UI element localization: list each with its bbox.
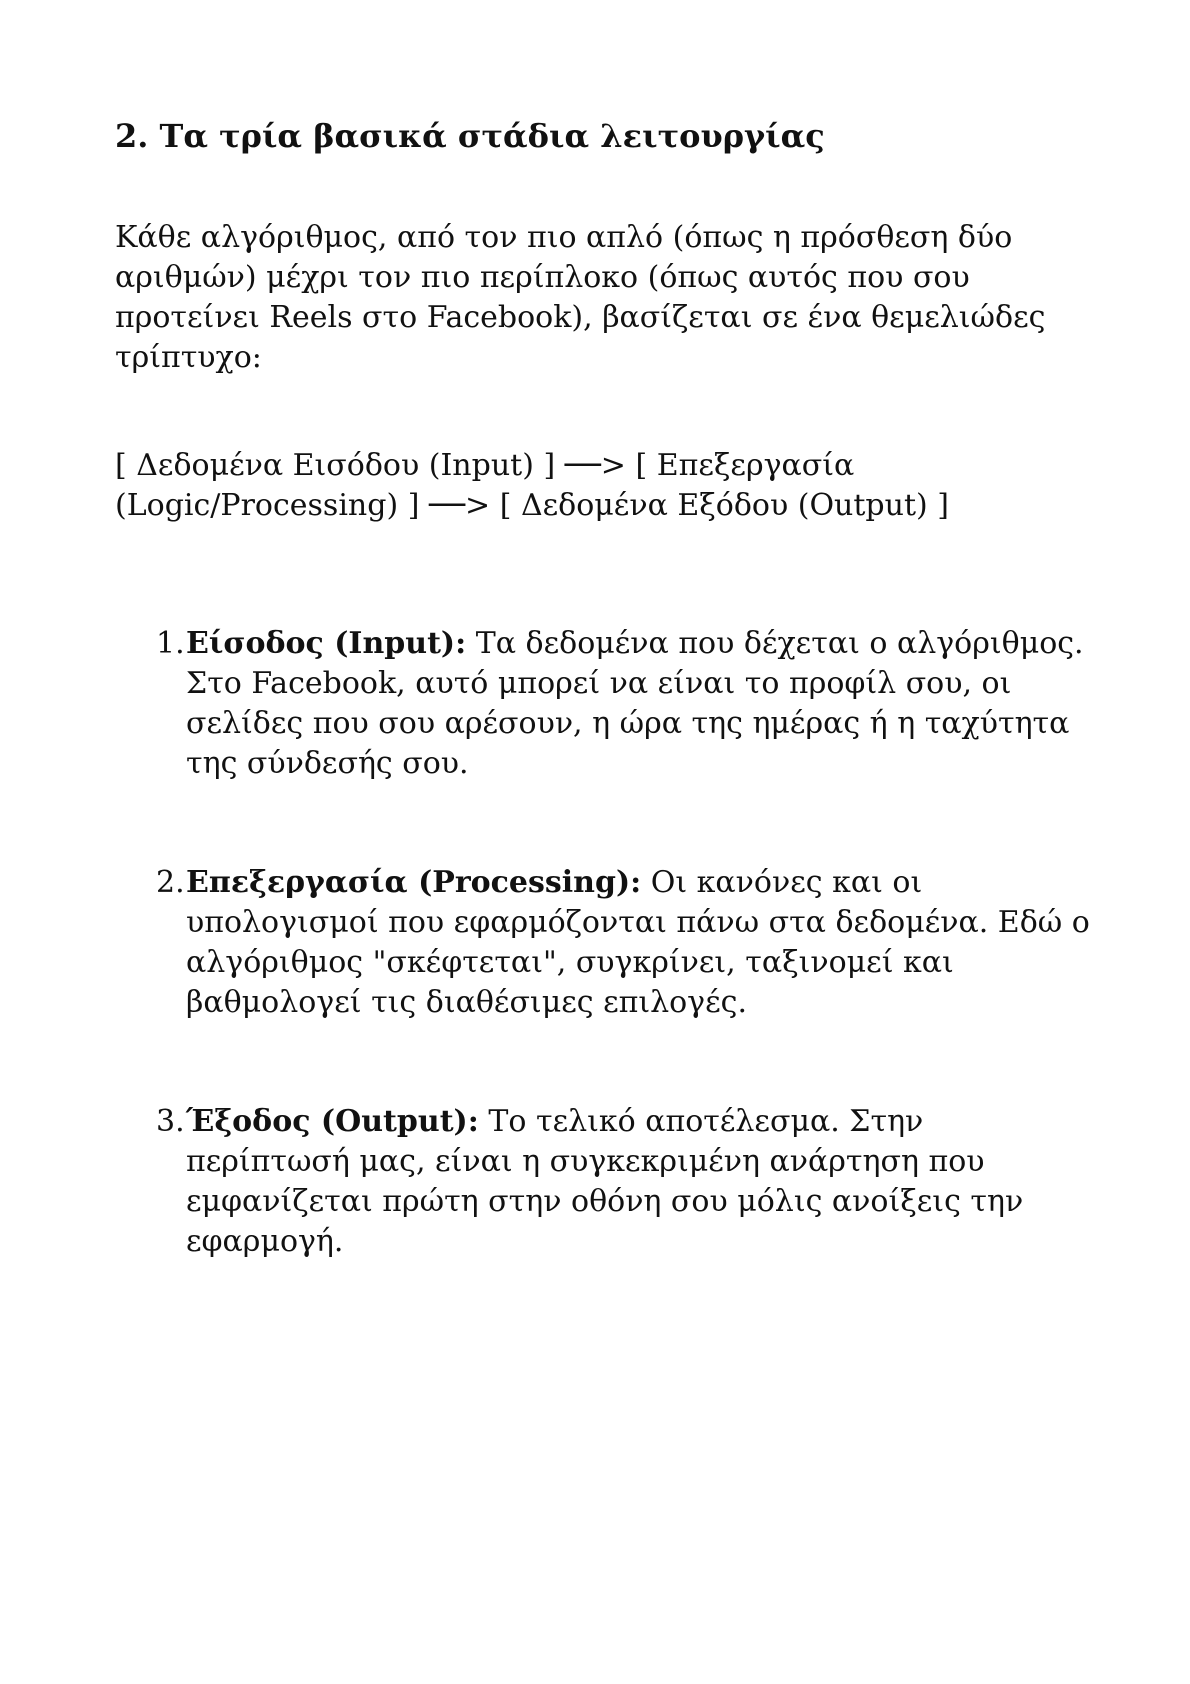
list-item-processing xyxy=(115,863,1095,1023)
stage-term: Επεξεργασία (Processing): xyxy=(186,865,642,900)
stage-term: Έξοδος (Output): xyxy=(186,1104,479,1139)
list-item-output xyxy=(115,1102,1095,1262)
flow-diagram-text: [ Δεδομένα Εισόδου (Input) ] ──> [ Επεξεργασία (Logic/Processing) ] ──> [ Δεδομένα Εξόδου (Output) ] xyxy=(115,448,949,523)
stage-description: Το τελικό αποτέλεσμα. Στην περίπτωσή μας, είναι η συγκεκριμένη ανάρτηση που εμφανίζεται πρώτη στην οθόνη σου μόλις ανοίξεις την εφαρμογή. xyxy=(186,1104,1024,1259)
stage-description: Οι κανόνες και οι υπολογισμοί που εφαρμόζονται πάνω στα δεδομένα. Εδώ ο αλγόριθμος "σκέφτεται", συγκρίνει, ταξινομεί και βαθμολογεί τις διαθέσιμες επιλογές. xyxy=(186,865,1090,1020)
intro-paragraph: Κάθε αλγόριθμος, από τον πιο απλό (όπως η πρόσθεση δύο αριθμών) μέχρι τον πιο περίπλοκο (όπως αυτός που σου προτείνει Reels στο Facebook), βασίζεται σε ένα θεμελιώδες τρίπτυχο: xyxy=(115,220,1046,375)
stages-list xyxy=(115,624,1095,1262)
list-number: 3. xyxy=(156,1104,185,1139)
stage-description: Τα δεδομένα που δέχεται ο αλγόριθμος. Στο Facebook, αυτό μπορεί να είναι το προφίλ σου, οι σελίδες που σου αρέσουν, η ώρα της ημέρας ή η ταχύτητα της σύνδεσής σου. xyxy=(186,626,1084,781)
list-item-input xyxy=(115,624,1095,784)
list-number: 1. xyxy=(156,626,185,661)
document-content xyxy=(115,112,1095,1341)
section-heading: 2. Τα τρία βασικά στάδια λειτουργίας xyxy=(115,117,825,155)
list-number: 2. xyxy=(156,865,185,900)
stage-term: Είσοδος (Input): xyxy=(186,626,467,661)
